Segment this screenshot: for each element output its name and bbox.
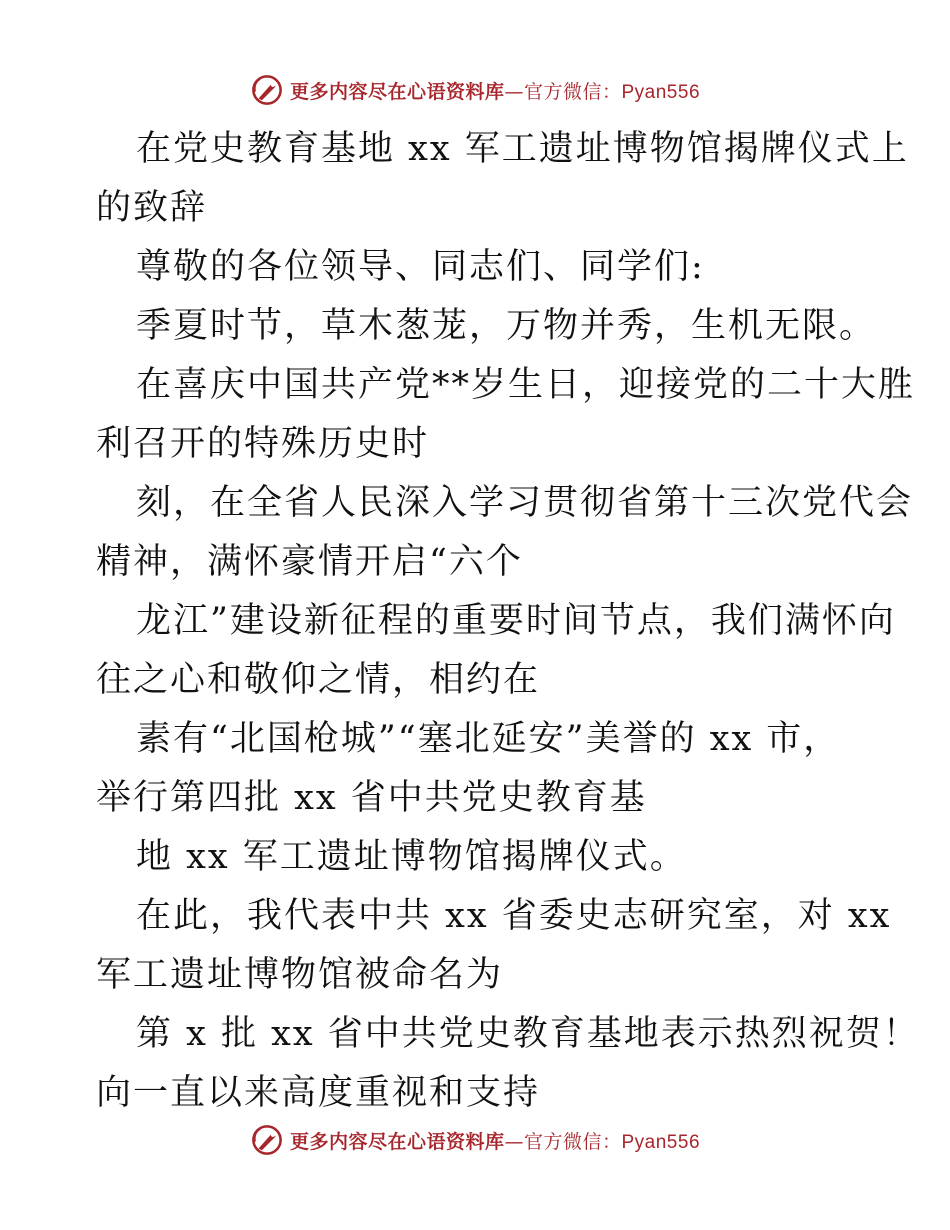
footer-banner-wechat-id: Pyan556 [621,1131,701,1153]
paragraph-line: 季夏时节，草木葱茏，万物并秀，生机无限。 [136,306,877,346]
header-banner-dash: — [504,80,524,103]
header-banner-text [290,77,700,104]
paragraph-line: 向一直以来高度重视和支持 [96,1073,541,1113]
paragraph-line: 精神，满怀豪情开启“六个 [96,542,523,582]
paragraph-line: 刻，在全省人民深入学习贯彻省第十三次党代会 [136,483,914,523]
paragraph-line: 地 xx 军工遗址博物馆揭牌仪式。 [136,837,687,877]
footer-banner-dash: — [504,1130,524,1153]
paragraph-line: 第 x 批 xx 省中共党史教育基地表示热烈祝贺！ [136,1014,920,1054]
salutation: 尊敬的各位领导、同志们、同学们: [136,247,705,287]
footer-banner-main: 更多内容尽在心语资料库 [289,1130,505,1153]
paragraph-line: 利召开的特殊历史时 [96,424,430,464]
paragraph-line: 在喜庆中国共产党**岁生日，迎接党的二十大胜 [136,365,916,405]
footer-banner-content [250,1123,700,1157]
footer-banner-sub: 官方微信： [523,1130,622,1153]
paragraph-line: 素有“北国枪城”“塞北延安”美誉的 xx 市， [136,719,841,759]
paragraph-line: 在此，我代表中共 xx 省委史志研究室，对 xx [136,896,892,936]
pen-nib-logo-icon [250,1123,284,1157]
paragraph-line: 举行第四批 xx 省中共党史教育基 [96,778,647,818]
header-banner [0,68,950,112]
paragraph-line: 龙江”建设新征程的重要时间节点，我们满怀向 [136,601,896,641]
paragraph-line: 军工遗址博物馆被命名为 [96,955,504,995]
title-line-1: 在党史教育基地 xx 军工遗址博物馆揭牌仪式上 [136,129,909,169]
header-banner-main: 更多内容尽在心语资料库 [289,80,505,103]
header-banner-wechat-id: Pyan556 [621,81,701,103]
pen-nib-logo-icon [250,73,284,107]
header-banner-content [250,73,700,107]
title-line-2: 的致辞 [96,188,208,228]
footer-banner [0,1118,950,1162]
paragraph-line: 往之心和敬仰之情，相约在 [96,660,541,700]
header-banner-sub: 官方微信： [523,80,622,103]
document-body [96,120,920,1123]
footer-banner-text [290,1127,700,1154]
